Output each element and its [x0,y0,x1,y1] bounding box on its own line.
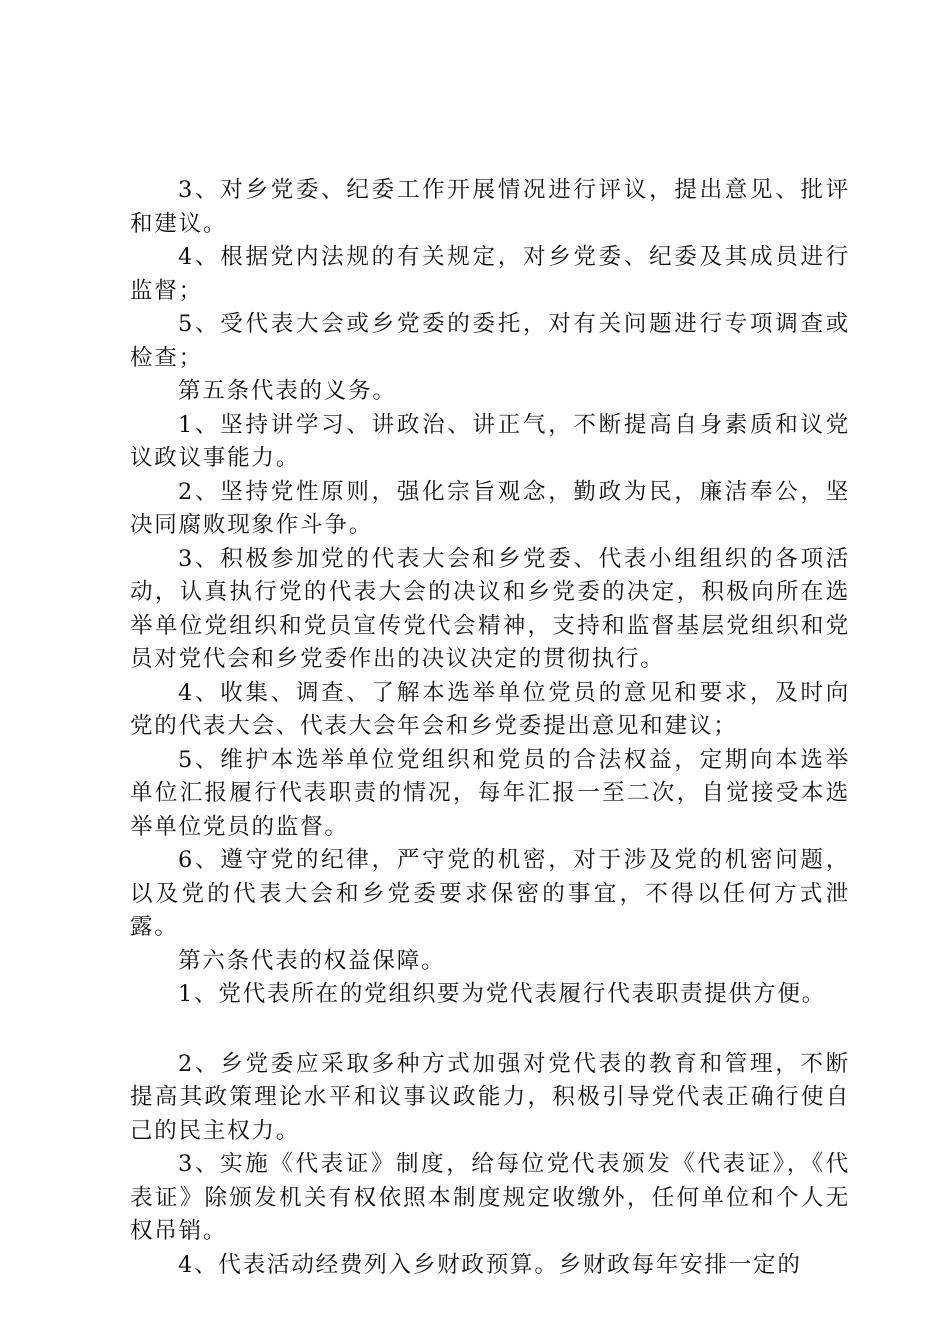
paragraph-rights-3: 3、实施《代表证》制度，给每位党代表颁发《代表证》，《代表证》除颁发机关有权依照本制度规定收缴外，任何单位和个人无权吊销。 [130,1151,850,1244]
paragraph-duty-1: 1、坚持讲学习、讲政治、讲正气，不断提高自身素质和议党议政议事能力。 [130,411,850,471]
paragraph-duty-3: 3、积极参加党的代表大会和乡党委、代表小组组织的各项活动，认真执行党的代表大会的决议和乡党委的决定，积极向所在选举单位党组织和党员宣传党代会精神，支持和监督基层党组织和党员对党代会和乡党委作出的决议决定的贯彻执行。 [130,545,850,672]
document-body [130,174,850,1282]
paragraph-duty-6: 6、遵守党的纪律，严守党的机密，对于涉及党的机密问题，以及党的代表大会和乡党委要求保密的事宜，不得以任何方式泄露。 [130,847,850,940]
article-6-heading: 第六条代表的权益保障。 [178,947,446,974]
article-5-heading: 第五条代表的义务。 [178,378,397,404]
paragraph-item-4-supervise: 4、根据党内法规的有关规定，对乡党委、纪委及其成员进行监督； [130,244,850,304]
paragraph-duty-5: 5、维护本选举单位党组织和党员的合法权益，定期向本选举单位汇报履行代表职责的情况，每年汇报一至二次，自觉接受本选举单位党员的监督。 [130,746,850,840]
paragraph-rights-1: 1、党代表所在的党组织要为党代表履行代表职责提供方便。 [178,981,826,1007]
paragraph-item-5-investigate: 5、受代表大会或乡党委的委托，对有关问题进行专项调查或检查； [130,311,850,371]
paragraph-rights-4: 4、代表活动经费列入乡财政预算。乡财政每年安排一定的 [178,1251,802,1278]
paragraph-duty-2: 2、坚持党性原则，强化宗旨观念，勤政为民，廉洁奉公，坚决同腐败现象作斗争。 [130,478,850,538]
paragraph-duty-4: 4、收集、调查、了解本选举单位党员的意见和要求，及时向党的代表大会、代表大会年会和乡党委提出意见和建议； [130,679,850,739]
paragraph-rights-2: 2、乡党委应采取多种方式加强对党代表的教育和管理，不断提高其政策理论水平和议事议政能力，积极引导党代表正确行使自己的民主权力。 [130,1050,850,1144]
paragraph-spacer [130,1012,850,1048]
paragraph-item-3-evaluate: 3、对乡党委、纪委工作开展情况进行评议，提出意见、批评和建议。 [130,177,850,237]
